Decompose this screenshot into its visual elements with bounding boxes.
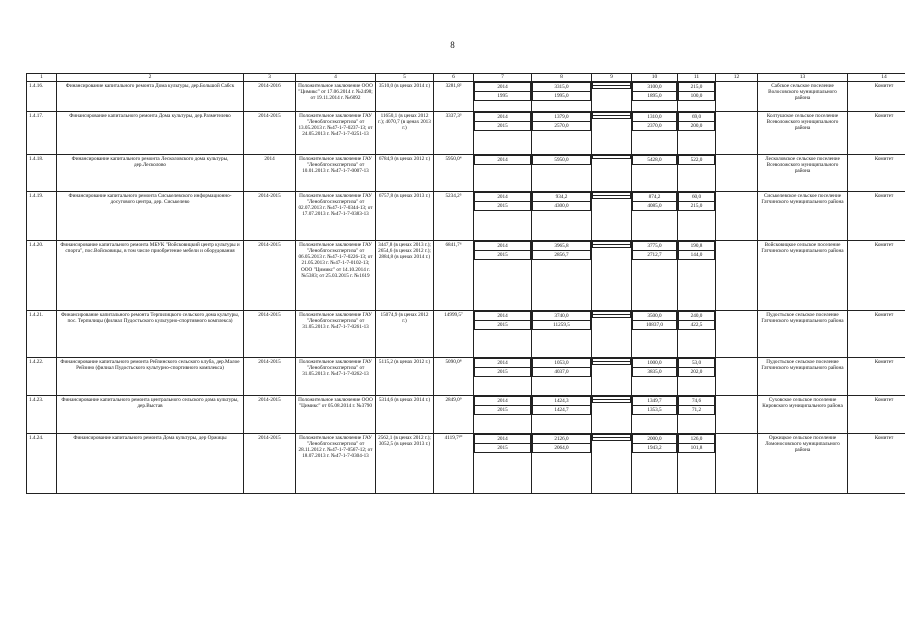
amount-value: 1424,7 (533, 405, 591, 414)
amount-value: 1943,2 (633, 443, 677, 452)
year-values-cell (632, 395, 678, 433)
amount-value: 2712,7 (633, 250, 677, 259)
period: 2014-2015 (244, 433, 296, 493)
amount-value: 1053,0 (533, 358, 591, 367)
year-values-cell (532, 357, 592, 395)
year-label: 2014 (475, 241, 531, 250)
year-values-cell (474, 395, 532, 433)
year-values-cell (532, 154, 592, 191)
estimated-cost: 3447,8 (в ценах 2013 г.); 2654,6 (в ценах 2012 г.); 2884,8 (в ценах 2014 г.) (376, 240, 434, 310)
estimated-cost: 6784,9 (в ценах 2012 г.) (376, 154, 434, 191)
year-label: 2015 (475, 405, 531, 414)
expert-conclusion: Положительное заключение ГАУ "Леноблгосэкспертиза" от 06.05.2013 г. №47-1-7-0226-13; от 21.05.2013 г. №47-1-7-0102-13; ООО "Цимикс" от 14.10.2014 г. №5383; от 25.03.2015 г. №1619 (296, 240, 376, 310)
settlement-name: Колтушское сельское поселение Всеволожского муниципального района (758, 111, 848, 154)
amount-value: 2570,0 (533, 121, 591, 130)
year-values-cell (592, 81, 632, 111)
table-row (27, 433, 905, 493)
settlement-name: Суховское сельское поселение Кировского муниципального района (758, 395, 848, 433)
expert-conclusion: Положительное заключение ГАУ "Леноблгосэкспертиза" от 10.01.2013 г. №47-1-7-0007-13 (296, 154, 376, 191)
column-12 (716, 154, 758, 191)
year-values-cell (592, 357, 632, 395)
column-12 (716, 111, 758, 154)
estimated-cost: 6757,8 (в ценах 2013 г.) (376, 191, 434, 240)
year-values-cell (678, 81, 716, 111)
amount-value: 5950,0 (533, 155, 591, 164)
page-number: 8 (450, 40, 455, 50)
column-12 (716, 395, 758, 433)
year-values-cell (632, 433, 678, 493)
expert-conclusion: Положительное заключение ГАУ "Леноблгосэкспертиза" от 02.07.2013 г. №47-1-7-0344-13; от 17.07.2013 г. №47-1-7-0383-13 (296, 191, 376, 240)
header-cell: 2 (57, 74, 244, 82)
estimated-cost: 5314,6 (в ценах 2014 г.) (376, 395, 434, 433)
year-label: 2014 (475, 311, 531, 320)
year-values-cell (474, 310, 532, 357)
amount-value: 202,0 (679, 367, 715, 376)
estimated-cost: 11650,1 (в ценах 2012 г.); 4070,7 (в ценах 2013 г.) (376, 111, 434, 154)
settlement-name: Лесколовское сельское поселение Всеволожского муниципального района (758, 154, 848, 191)
column-12 (716, 240, 758, 310)
year-values-cell (632, 81, 678, 111)
year-values-cell (678, 111, 716, 154)
estimated-cost: 5115,2 (в ценах 2012 г.) (376, 357, 434, 395)
customer-name: Комитет (848, 111, 905, 154)
header-cell: 7 (474, 74, 532, 82)
amount-value: 3100,0 (633, 82, 677, 91)
amount-value: 4300,0 (533, 201, 591, 210)
year-values-cell (592, 395, 632, 433)
settlement-name: Войсковицкое сельское поселение Гатчинского муниципального района (758, 240, 848, 310)
item-number: 1.4.22. (27, 357, 57, 395)
estimated-cost: 3510,0 (в ценах 2014 г.) (376, 81, 434, 111)
year-values-cell (474, 357, 532, 395)
column-12 (716, 357, 758, 395)
table-row (27, 310, 905, 357)
expert-conclusion: Положительное заключение ГАУ "Леноблгосэкспертиза" от 13.05.2013 г. №47-1-7-0237-13; от 24.05.2013 г. №47-1-7-0251-13 (296, 111, 376, 154)
header-cell: 3 (244, 74, 296, 82)
amount-value: 11259,5 (533, 320, 591, 329)
year-values-cell (592, 310, 632, 357)
amount-value: 2856,7 (533, 250, 591, 259)
table-row (27, 240, 905, 310)
year-values-cell (592, 154, 632, 191)
year-values-cell (678, 395, 716, 433)
amount-value: 874,2 (633, 192, 677, 201)
year-label: 1995 (475, 91, 531, 100)
year-label: 2014 (475, 155, 531, 164)
year-values-cell (592, 111, 632, 154)
amount-value: 522,0 (679, 155, 715, 164)
item-name: Финансирование капитального ремонта Терпилицкого сельского дома культуры, пос. Терпилицы (филиал Пудостьского культурно-спортивного комплекса) (57, 310, 244, 357)
column-12 (716, 310, 758, 357)
table-row (27, 154, 905, 191)
amount-value: 101,8 (679, 443, 715, 452)
header-cell: 8 (532, 74, 592, 82)
header-cell: 4 (296, 74, 376, 82)
year-label: 2015 (475, 250, 531, 259)
table-row (27, 357, 905, 395)
customer-name: Комитет (848, 395, 905, 433)
year-values-cell (632, 154, 678, 191)
customer-name: Комитет (848, 433, 905, 493)
year-values-cell (532, 433, 592, 493)
amount-value: 60,0 (679, 192, 715, 201)
item-name: Финансирование капитального ремонта Дома культуры, дер Оржицы (57, 433, 244, 493)
amount-value: 126,0 (679, 434, 715, 443)
year-values-cell (532, 111, 592, 154)
amount-value: 144,0 (679, 250, 715, 259)
table-row (27, 191, 905, 240)
settlement-name: Сабское сельское поселение Волосовского муниципального района (758, 81, 848, 111)
total-funding: 4119,7¹⁰ (434, 433, 474, 493)
amount-value (593, 115, 631, 118)
expert-conclusion: Положительное заключение ГАУ "Леноблгосэкспертиза" от 28.11.2012 г. №47-1-7-0567-12; от 18.07.2013 г. №47-1-7-0304-13 (296, 433, 376, 493)
expert-conclusion: Положительное заключение ООО "Цимикс" от 17.06.2014 г. №2498; от 19.11.2014 г. №6092 (296, 81, 376, 111)
year-values-cell (532, 240, 592, 310)
total-funding: 2849,0⁹ (434, 395, 474, 433)
amount-value: 2370,0 (633, 121, 677, 130)
period: 2014-2016 (244, 81, 296, 111)
customer-name: Комитет (848, 154, 905, 191)
total-funding: 6841,7⁶ (434, 240, 474, 310)
amount-value (593, 85, 631, 88)
amount-value: 3315,0 (533, 82, 591, 91)
item-number: 1.4.20. (27, 240, 57, 310)
table-row (27, 111, 905, 154)
header-cell: 13 (758, 74, 848, 82)
amount-value: 1000,0 (633, 358, 677, 367)
year-label: 2014 (475, 192, 531, 201)
customer-name: Комитет (848, 81, 905, 111)
item-name: Финансирование капитального ремонта МБУК "Войсковицкий центр культуры и спорта", пос.Войсковицы, в том числе приобретение мебели и оборудования (57, 240, 244, 310)
year-values-cell (592, 240, 632, 310)
year-label: 2015 (475, 121, 531, 130)
amount-value: 53,0 (679, 358, 715, 367)
year-label: 2014 (475, 112, 531, 121)
year-values-cell (532, 310, 592, 357)
total-funding: 14999,5⁷ (434, 310, 474, 357)
amount-value: 2000,0 (633, 434, 677, 443)
period: 2014 (244, 154, 296, 191)
estimated-cost: 2562,1 (в ценах 2012 г.); 3052,5 (в ценах 2013 г.) (376, 433, 434, 493)
column-12 (716, 433, 758, 493)
amount-value: 2064,0 (533, 443, 591, 452)
expert-conclusion: Положительное заключение ГАУ "Леноблгосэкспертиза" от 31.05.2013 г. №47-1-7-0262-13 (296, 357, 376, 395)
item-number: 1.4.19. (27, 191, 57, 240)
item-number: 1.4.21. (27, 310, 57, 357)
year-values-cell (678, 154, 716, 191)
amount-value: 100,0 (679, 91, 715, 100)
year-values-cell (532, 81, 592, 111)
amount-value: 1895,0 (633, 91, 677, 100)
header-cell: 1 (27, 74, 57, 82)
period: 2014-2015 (244, 111, 296, 154)
program-table (26, 73, 905, 494)
amount-value: 215,0 (679, 201, 715, 210)
year-label: 2014 (475, 82, 531, 91)
amount-value: 1424,3 (533, 396, 591, 405)
amount-value: 5428,0 (633, 155, 677, 164)
year-values-cell (678, 357, 716, 395)
expert-conclusion: Положительное заключение ГАУ "Леноблгосэкспертиза" от 31.05.2013 г. №47-1-7-0261-13 (296, 310, 376, 357)
amount-value: 74,6 (679, 396, 715, 405)
amount-value (593, 195, 631, 198)
item-name: Финансирование капитального ремонта Дома культуры, дер.Разметелево (57, 111, 244, 154)
amount-value: 3775,0 (633, 241, 677, 250)
item-number: 1.4.23. (27, 395, 57, 433)
year-values-cell (632, 357, 678, 395)
header-cell: 14 (848, 74, 905, 82)
settlement-name: Сиськелевское сельское поселение Гатчинского муниципального района (758, 191, 848, 240)
year-values-cell (678, 433, 716, 493)
customer-name: Комитет (848, 240, 905, 310)
year-values-cell (474, 81, 532, 111)
amount-value: 422,5 (679, 320, 715, 329)
item-name: Финансирование капитального ремонта центрального сельского дома культуры, дер.Выстав (57, 395, 244, 433)
year-values-cell (678, 240, 716, 310)
item-name: Финансирование капитального ремонта Лесколовского дома культуры, дер.Лесколово (57, 154, 244, 191)
total-funding: 5234,2⁵ (434, 191, 474, 240)
period: 2014-2015 (244, 240, 296, 310)
amount-value (593, 155, 631, 158)
year-label: 2015 (475, 320, 531, 329)
amount-value: 3965,8 (533, 241, 591, 250)
year-values-cell (474, 154, 532, 191)
table-row (27, 81, 905, 111)
item-number: 1.4.18. (27, 154, 57, 191)
year-values-cell (474, 433, 532, 493)
year-values-cell (632, 310, 678, 357)
amount-value: 1349,7 (633, 396, 677, 405)
amount-value: 1379,0 (533, 112, 591, 121)
year-values-cell (678, 191, 716, 240)
amount-value (593, 244, 631, 247)
amount-value (593, 361, 631, 364)
item-number: 1.4.24. (27, 433, 57, 493)
total-funding: 3337,3³ (434, 111, 474, 154)
amount-value: 10837,0 (633, 320, 677, 329)
amount-value (593, 399, 631, 402)
total-funding: 5090,0⁸ (434, 357, 474, 395)
period: 2014-2015 (244, 357, 296, 395)
year-values-cell (474, 191, 532, 240)
amount-value: 69,0 (679, 112, 715, 121)
year-values-cell (532, 395, 592, 433)
customer-name: Комитет (848, 310, 905, 357)
total-funding: 5950,0⁴ (434, 154, 474, 191)
amount-value: 1995,0 (533, 91, 591, 100)
amount-value: 71,2 (679, 405, 715, 414)
amount-value: 240,0 (679, 311, 715, 320)
amount-value: 4037,0 (533, 367, 591, 376)
period: 2014-2015 (244, 310, 296, 357)
header-cell: 11 (678, 74, 716, 82)
column-12 (716, 191, 758, 240)
amount-value: 3500,0 (633, 311, 677, 320)
year-label: 2015 (475, 443, 531, 452)
amount-value: 3740,0 (533, 311, 591, 320)
estimated-cost: 15074,9 (в ценах 2012 г.) (376, 310, 434, 357)
amount-value: 1310,0 (633, 112, 677, 121)
header-cell: 12 (716, 74, 758, 82)
year-values-cell (632, 240, 678, 310)
customer-name: Комитет (848, 357, 905, 395)
amount-value: 2126,0 (533, 434, 591, 443)
header-cell: 5 (376, 74, 434, 82)
amount-value: 215,0 (679, 82, 715, 91)
year-label: 2015 (475, 201, 531, 210)
amount-value (593, 314, 631, 317)
amount-value: 4085,0 (633, 201, 677, 210)
year-values-cell (474, 240, 532, 310)
settlement-name: Оржицкое сельское поселение Ломоносовского муниципального района (758, 433, 848, 493)
item-name: Финансирование капитального ремонта Рейзинского сельского клуба, дер.Малое Рейзино (филиал Пудостьского культурно-спортивного комплекса) (57, 357, 244, 395)
year-values-cell (532, 191, 592, 240)
total-funding: 3281,8² (434, 81, 474, 111)
amount-value: 190,8 (679, 241, 715, 250)
year-label: 2014 (475, 358, 531, 367)
year-values-cell (678, 310, 716, 357)
column-12 (716, 81, 758, 111)
settlement-name: Пудостьское сельское поселение Гатчинского муниципального района (758, 310, 848, 357)
item-name: Финансирование капитального ремонта Дома культуры, дер.Большой Сабск (57, 81, 244, 111)
amount-value: 200,0 (679, 121, 715, 130)
amount-value: 934,2 (533, 192, 591, 201)
period: 2014-2015 (244, 191, 296, 240)
year-values-cell (592, 191, 632, 240)
header-cell: 9 (592, 74, 632, 82)
year-values-cell (592, 433, 632, 493)
header-row (27, 74, 905, 82)
year-label: 2015 (475, 367, 531, 376)
item-name: Финансирование капитального ремонта Сиськелевского информационно-досугового центра, дер. Сиськелево (57, 191, 244, 240)
amount-value (593, 437, 631, 440)
amount-value: 3835,0 (633, 367, 677, 376)
year-values-cell (632, 191, 678, 240)
amount-value: 1353,5 (633, 405, 677, 414)
expert-conclusion: Положительное заключение ООО "Цимикс" от 05.08.2014 г. №3790 (296, 395, 376, 433)
settlement-name: Пудостьское сельское поселение Гатчинского муниципального района (758, 357, 848, 395)
item-number: 1.4.17. (27, 111, 57, 154)
year-label: 2014 (475, 434, 531, 443)
header-cell: 6 (434, 74, 474, 82)
item-number: 1.4.16. (27, 81, 57, 111)
period: 2014-2015 (244, 395, 296, 433)
customer-name: Комитет (848, 191, 905, 240)
year-values-cell (632, 111, 678, 154)
year-values-cell (474, 111, 532, 154)
header-cell: 10 (632, 74, 678, 82)
year-label: 2014 (475, 396, 531, 405)
table-row (27, 395, 905, 433)
